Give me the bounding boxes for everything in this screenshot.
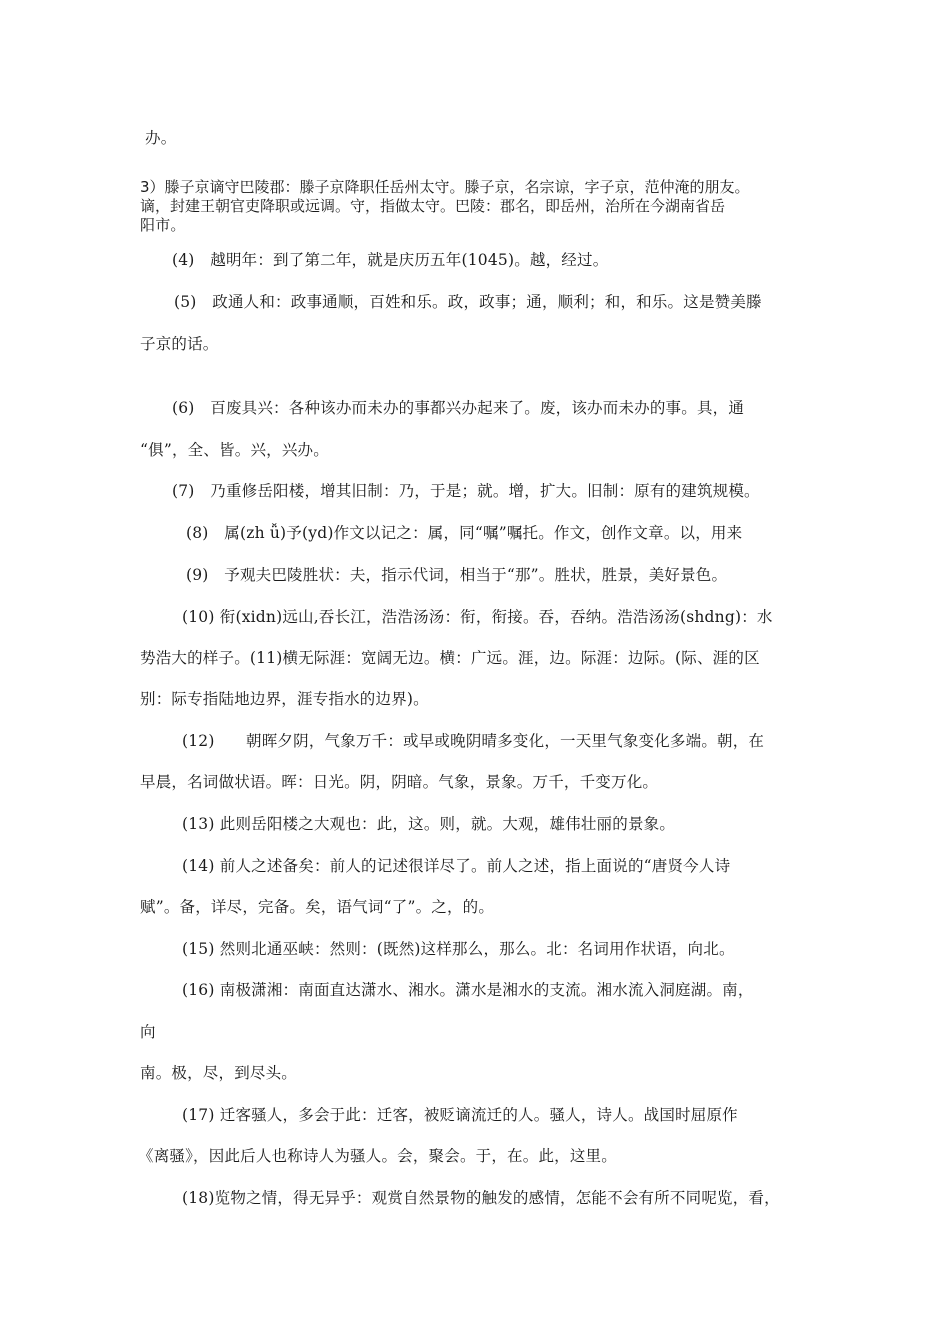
text-line: 子京的话。 xyxy=(140,335,219,353)
text-line: (15) 然则北通巫峡：然则：(既然)这样那么，那么。北：名词用作状语，向北。 xyxy=(182,940,735,958)
text-line: “俱”，全、皆。兴，兴办。 xyxy=(140,441,329,459)
text-line: (9) 予观夫巴陵胜状：夫，指示代词，相当于“那”。胜状，胜景，美好景色。 xyxy=(186,566,728,584)
text-line: (4) 越明年：到了第二年，就是庆历五年(1045)。越，经过。 xyxy=(172,251,609,269)
text-line: 早晨，名词做状语。晖：日光。阴，阴暗。气象，景象。万千，千变万化。 xyxy=(140,773,659,791)
text-line: 向 xyxy=(140,1023,156,1041)
text-line: (10) 衔(xidn)远山,吞长江，浩浩汤汤：衔，衔接。吞，吞纳。浩浩汤汤(shdng)：水 xyxy=(182,608,773,626)
text-line: (16) 南极潇湘：南面直达潇水、湘水。潇水是湘水的支流。湘水流入洞庭湖。南， xyxy=(182,981,754,999)
text-line: (12) 朝晖夕阴，气象万千：或早或晚阴晴多变化，一天里气象变化多端。朝，在 xyxy=(182,732,765,750)
text-line: (5) 政通人和：政事通顺，百姓和乐。政，政事；通，顺利；和，和乐。这是赞美滕 xyxy=(174,293,762,311)
text-line: 谪，封建王朝官吏降职或远调。守，指做太守。巴陵：郡名，即岳州，治所在今湖南省岳 xyxy=(140,197,726,215)
text-line: (6) 百废具兴：各种该办而未办的事都兴办起来了。废，该办而未办的事。具，通 xyxy=(172,399,745,417)
text-line: (7) 乃重修岳阳楼，增其旧制：乃，于是；就。增，扩大。旧制：原有的建筑规模。 xyxy=(172,482,760,500)
text-line: 办。 xyxy=(145,129,177,147)
text-line: 3）滕子京谪守巴陵郡：滕子京降职任岳州太守。滕子京，名宗谅，字子京，范仲淹的朋友。 xyxy=(140,178,750,196)
text-line: (18)览物之情，得无异乎：观赏自然景物的触发的感情，怎能不会有所不同呢览，看， xyxy=(182,1189,780,1207)
text-line: 阳市。 xyxy=(140,216,186,234)
text-line: (13) 此则岳阳楼之大观也：此，这。则，就。大观，雄伟壮丽的景象。 xyxy=(182,815,676,833)
text-line: 势浩大的样子。(11)横无际涯：宽阔无边。横：广远。涯，边。际涯：边际。(际、涯的区 xyxy=(140,649,760,667)
text-line: (14) 前人之述备矣：前人的记述很详尽了。前人之述，指上面说的“唐贤今人诗 xyxy=(182,857,731,875)
text-line: 赋”。备，详尽，完备。矣，语气词“了”。之，的。 xyxy=(140,898,495,916)
text-line: 别：际专指陆地边界，涯专指水的边界)。 xyxy=(140,690,429,708)
text-line: (17) 迁客骚人，多会于此：迁客，被贬谪流迁的人。骚人，诗人。战国时屈原作 xyxy=(182,1106,738,1124)
text-line: 南。极，尽，到尽头。 xyxy=(140,1064,298,1082)
text-line: (8) 属(zh ǚ)予(yd)作文以记之：属，同“嘱”嘱托。作文，创作文章。以，用来 xyxy=(186,524,743,542)
text-line: 《离骚》，因此后人也称诗人为骚人。会，聚会。于，在。此，这里。 xyxy=(138,1147,617,1165)
